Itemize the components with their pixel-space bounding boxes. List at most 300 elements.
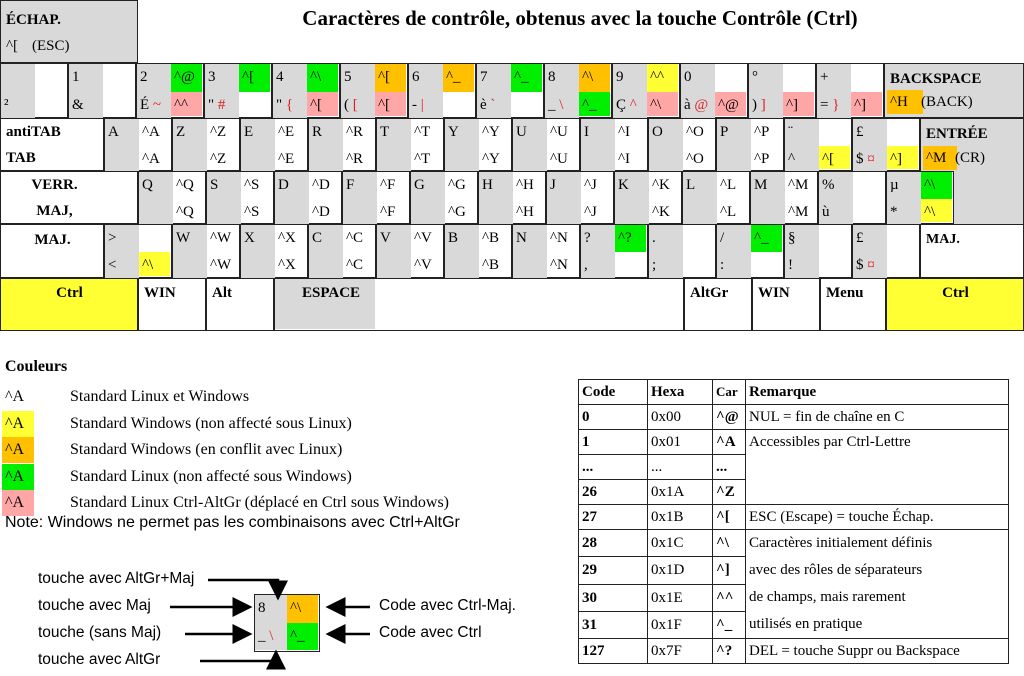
key-B[interactable] — [444, 224, 512, 278]
key-D[interactable] — [274, 171, 342, 224]
key-ctrl-code: ^Z — [207, 146, 238, 170]
key-§[interactable] — [784, 224, 852, 278]
key-base-char: & — [69, 92, 103, 120]
key-A[interactable] — [104, 118, 172, 171]
caps-lock-key[interactable] — [0, 171, 138, 224]
table-row — [579, 530, 1009, 557]
key-ctrl-shift-code: ^_ — [511, 64, 542, 92]
right-shift-label: MAJ. — [926, 232, 960, 247]
key-T[interactable] — [376, 118, 444, 171]
cell-code: 30 — [579, 584, 648, 611]
key-ctrl-shift-code — [851, 64, 882, 92]
escape-name: (ESC) — [32, 38, 70, 54]
cell-hexa: 0x1B — [648, 505, 713, 530]
cell-hexa: 0x1E — [648, 584, 713, 611]
key-base-char — [683, 199, 717, 226]
key-ctrl-shift-code: ^X — [275, 225, 306, 252]
cell-hexa: ... — [648, 455, 713, 480]
table-row — [579, 505, 1009, 530]
key-ctrl-shift-code: ^@ — [171, 64, 202, 92]
cell-hexa: 0x7F — [648, 639, 713, 664]
key-shift-char: N — [513, 225, 547, 252]
key-R[interactable] — [308, 118, 376, 171]
key-ctrl-code: ^[ — [307, 92, 338, 117]
key-ctrl-code: ^S — [241, 199, 272, 223]
caps-label-top: VERR. — [31, 177, 78, 193]
key-ctrl-shift-code: ^D — [309, 172, 340, 199]
key-base-char — [105, 146, 139, 173]
cell-hexa: 0x00 — [648, 405, 713, 430]
key-ctrl-shift-code — [139, 225, 170, 252]
key-base-char — [173, 252, 207, 279]
key-shift-char: Y — [445, 119, 479, 146]
key-shift-char: L — [683, 172, 717, 199]
key-altgr-char: ~ — [152, 96, 162, 113]
menu-label: Menu — [826, 285, 864, 301]
key-ctrl-shift-code — [103, 64, 134, 92]
key-altgr-char: ` — [490, 96, 496, 113]
key-base-char: ù — [819, 199, 853, 226]
key-ctrl-code — [239, 92, 270, 117]
key-ctrl-shift-code: ^\ — [579, 64, 610, 92]
remarque-line: Caractères initialement définis — [749, 535, 933, 551]
key-ctrl-code: ^P — [751, 146, 782, 170]
key-base-char — [377, 146, 411, 173]
cell-car: ^? — [713, 639, 746, 664]
key-ctrl-shift-code: ^P — [751, 119, 782, 146]
key-ctrl-code — [853, 199, 884, 223]
menu-key[interactable] — [820, 278, 886, 331]
key-base-char — [377, 252, 411, 279]
key-µ[interactable] — [886, 171, 954, 224]
key-9[interactable] — [612, 63, 680, 118]
key-base-char — [649, 146, 683, 173]
legend-text: Standard Linux (non affecté sous Windows) — [70, 467, 352, 485]
key-F[interactable] — [342, 171, 410, 224]
cell-hexa: 0x1A — [648, 480, 713, 505]
key-ctrl-shift-code: ^_ — [443, 64, 474, 92]
key-%[interactable] — [818, 171, 886, 224]
key-ctrl-code: ^J — [581, 199, 612, 223]
legend-swatch: ^A — [2, 437, 34, 463]
key-shift-char: £ — [853, 225, 887, 252]
key-base-char: É ~ — [137, 92, 171, 120]
cell-hexa: 0x1D — [648, 557, 713, 584]
key-ctrl-code: ^^ — [171, 92, 202, 117]
key-shift-char: J — [547, 172, 581, 199]
key-K[interactable] — [614, 171, 682, 224]
space-key[interactable] — [274, 278, 684, 331]
right-win-label: WIN — [758, 285, 790, 301]
key-ctrl-code: ^R — [343, 146, 374, 170]
key-shift-char: O — [649, 119, 683, 146]
tab-label: TAB — [6, 150, 36, 166]
key-ctrl-shift-code: ^[ — [375, 64, 406, 92]
key-ctrl-shift-code: ^B — [479, 225, 510, 252]
key-altgr-char: { — [285, 96, 294, 113]
key-shift-char: V — [377, 225, 411, 252]
key-base-char — [207, 199, 241, 226]
key-shift-char: 0 — [681, 64, 715, 92]
key-ctrl-shift-code: ^L — [717, 172, 748, 199]
key-ctrl-shift-code: ^C — [343, 225, 374, 252]
key-ctrl-shift-code: ^M — [785, 172, 816, 199]
key-W[interactable] — [172, 224, 240, 278]
key-shift-char: ¨ — [785, 119, 819, 146]
label-sans-maj: touche (sans Maj) — [38, 624, 162, 641]
label-ctrl: Code avec Ctrl — [379, 624, 482, 641]
remarque-line: avec des rôles de séparateurs — [749, 562, 923, 578]
key-shift-char: 2 — [137, 64, 171, 92]
key-altgr-char: ] — [760, 96, 766, 113]
key-shift-char: Z — [173, 119, 207, 146]
cell-car: ^A — [713, 430, 746, 455]
cell-car: ^^ — [713, 584, 746, 611]
legend-swatch: ^A — [2, 384, 34, 410]
cell-remarque: Accessibles par Ctrl-Lettre — [746, 430, 1009, 505]
key-base-char: ! — [785, 252, 819, 279]
key-1[interactable] — [68, 63, 136, 118]
cell-hexa: 0x1C — [648, 530, 713, 557]
key-2[interactable] — [136, 63, 204, 118]
key-L[interactable] — [682, 171, 750, 224]
left-win-key[interactable] — [138, 278, 206, 331]
key-ctrl-code: ^G — [445, 199, 476, 223]
cell-code: 27 — [579, 505, 648, 530]
key-5[interactable] — [340, 63, 408, 118]
key-ctrl-shift-code: ^W — [207, 225, 238, 252]
legend-swatch: ^A — [2, 490, 34, 516]
key-base-char — [513, 146, 547, 173]
key-ctrl-shift-code: ^Q — [173, 172, 204, 199]
key-ctrl-shift-code: ^[ — [239, 64, 270, 92]
cell-car: ^_ — [713, 611, 746, 638]
antitab-label: antiTAB — [6, 124, 61, 140]
key-shift-char: 7 — [477, 64, 511, 92]
left-win-label: WIN — [144, 285, 176, 301]
key-J[interactable] — [546, 171, 614, 224]
left-ctrl-key[interactable] — [0, 278, 138, 331]
key-altgr-char: } — [832, 96, 840, 113]
key-I[interactable] — [580, 118, 648, 171]
key-base-char: - | — [409, 92, 443, 120]
key-ctrl-code: ^] — [887, 146, 918, 170]
sample-tr: ^\ — [287, 595, 318, 623]
key-ctrl-shift-code — [715, 64, 746, 92]
key-shift-char: P — [717, 119, 751, 146]
key-ctrl-code — [819, 252, 850, 276]
key-shift-char: µ — [887, 172, 921, 199]
key-shift-char: S — [207, 172, 241, 199]
key-ctrl-code: ^E — [275, 146, 306, 170]
key-shift-char: K — [615, 172, 649, 199]
backspace-code: ^H — [887, 90, 923, 114]
key-shift-char: 5 — [341, 64, 375, 92]
key-ctrl-shift-code: ^I — [615, 119, 646, 146]
key-base-char — [513, 252, 547, 279]
key-ctrl-shift-code — [819, 225, 850, 252]
key-ctrl-code: ^O — [683, 146, 714, 170]
key-base-char: $ ¤ — [853, 252, 887, 279]
key-ctrl-code: ^] — [783, 92, 814, 117]
key-base-char: = } — [817, 92, 851, 120]
remarque-line: utilisés en pratique — [749, 616, 863, 632]
key-ctrl-code: ^\ — [921, 199, 952, 223]
cell-remarque: ESC (Escape) = touche Échap. — [746, 505, 1009, 530]
key-base-char: Ç ^ — [613, 92, 647, 120]
key-ctrl-code: ^[ — [375, 92, 406, 117]
key-6[interactable] — [408, 63, 476, 118]
key-base-char — [547, 199, 581, 226]
key-7[interactable] — [476, 63, 544, 118]
key-ctrl-shift-code: ^^ — [647, 64, 678, 92]
key-base-char: * — [887, 199, 921, 226]
key-ctrl-shift-code — [783, 64, 814, 92]
key-ctrl-shift-code: ^S — [241, 172, 272, 199]
key-3[interactable] — [204, 63, 272, 118]
enter-code: ^M — [923, 146, 957, 170]
key-shift-char: G — [411, 172, 445, 199]
key-ctrl-shift-code — [853, 172, 884, 199]
key-ctrl-shift-code: ^G — [445, 172, 476, 199]
sample-br: ^_ — [287, 623, 318, 650]
header-car: Car — [713, 380, 746, 405]
escape-label: ÉCHAP. — [6, 12, 61, 28]
key-¨[interactable] — [784, 118, 852, 171]
cell-code: 1 — [579, 430, 648, 455]
key-shift-char: U — [513, 119, 547, 146]
key-base-char — [309, 146, 343, 173]
caps-label-bottom: MAJ, — [36, 203, 73, 219]
key-0[interactable] — [680, 63, 748, 118]
cell-car: ^\ — [713, 530, 746, 557]
key-ctrl-shift-code: ^T — [411, 119, 442, 146]
right-win-key[interactable] — [752, 278, 820, 331]
key-base-char — [445, 252, 479, 279]
header-code: Code — [579, 380, 648, 405]
right-ctrl-label: Ctrl — [942, 285, 969, 301]
key-shift-char: ° — [749, 64, 783, 92]
key-ctrl-code: ^@ — [715, 92, 746, 117]
key-S[interactable] — [206, 171, 274, 224]
key-ctrl-shift-code: ^U — [547, 119, 578, 146]
key-shift-char: H — [479, 172, 513, 199]
key-base-char: ; — [649, 252, 683, 279]
key-shift-char: Q — [139, 172, 173, 199]
backspace-key[interactable] — [884, 63, 1024, 118]
key-shift-char: C — [309, 225, 343, 252]
key-base-char — [241, 252, 275, 279]
key-M[interactable] — [750, 171, 818, 224]
key-shift-char: T — [377, 119, 411, 146]
key-X[interactable] — [240, 224, 308, 278]
key-4[interactable] — [272, 63, 340, 118]
key-ctrl-code: ^Y — [479, 146, 510, 170]
key-shift-char: W — [173, 225, 207, 252]
header-remarque: Remarque — [746, 380, 1009, 405]
key-O[interactable] — [648, 118, 716, 171]
cell-code: ... — [579, 455, 648, 480]
escape-key[interactable] — [0, 0, 138, 63]
cell-code: 28 — [579, 530, 648, 557]
right-ctrl-key[interactable] — [886, 278, 1024, 331]
key-ctrl-code: ^C — [343, 252, 374, 276]
key-base-char — [241, 146, 275, 173]
header-hexa: Hexa — [648, 380, 713, 405]
legend-swatch: ^A — [2, 464, 34, 490]
legend-text: Standard Linux Ctrl-AltGr (déplacé en Ctrl sous Windows) — [70, 494, 449, 511]
key-ctrl-code: ^A — [139, 146, 170, 170]
key-shift-char: I — [581, 119, 615, 146]
cell-car: ... — [713, 455, 746, 480]
code-table — [578, 379, 1009, 664]
cell-hexa: 0x01 — [648, 430, 713, 455]
key-Z[interactable] — [172, 118, 240, 171]
page-title: Caractères de contrôle, obtenus avec la touche Contrôle (Ctrl) — [302, 6, 858, 30]
key-8[interactable] — [544, 63, 612, 118]
cell-car: ^@ — [713, 405, 746, 430]
cell-hexa: 0x1F — [648, 611, 713, 638]
key-shift-char: R — [309, 119, 343, 146]
key-ctrl-shift-code: ^V — [411, 225, 442, 252]
left-ctrl-label: Ctrl — [56, 285, 83, 301]
key-P[interactable] — [716, 118, 784, 171]
key-ctrl-code: ^M — [785, 199, 816, 223]
key-ctrl-shift-code: ^J — [581, 172, 612, 199]
key-H[interactable] — [478, 171, 546, 224]
key-Q[interactable] — [138, 171, 206, 224]
key-E[interactable] — [240, 118, 308, 171]
key-°[interactable] — [748, 63, 816, 118]
alt-key[interactable] — [206, 278, 274, 331]
key-altgr-char: | — [420, 96, 424, 113]
key-ctrl-shift-code: ^A — [139, 119, 170, 146]
cell-code: 26 — [579, 480, 648, 505]
legend-text: Standard Linux et Windows — [70, 388, 250, 405]
key-shift-char: % — [819, 172, 853, 199]
key-altgr-char: ^ — [629, 96, 637, 113]
key-ctrl-shift-code — [683, 225, 714, 252]
key-shift-char: D — [275, 172, 309, 199]
key-base-char: _ \ — [545, 92, 579, 120]
key-ctrl-code: ^D — [309, 199, 340, 223]
tab-key[interactable] — [0, 118, 104, 171]
table-row — [579, 405, 1009, 430]
cell-car: ^] — [713, 557, 746, 584]
key-ctrl-code: ^Q — [173, 199, 204, 223]
key-ctrl-code: ^L — [717, 199, 748, 223]
altgr-label: AltGr — [690, 285, 729, 301]
legend-swatch: ^A — [2, 411, 34, 437]
key-base-char — [717, 146, 751, 173]
key-ctrl-shift-code: ^H — [513, 172, 544, 199]
cell-code: 31 — [579, 611, 648, 638]
key-G[interactable] — [410, 171, 478, 224]
label-altgr: touche avec AltGr — [38, 651, 161, 668]
key-ctrl-code — [103, 92, 134, 117]
key-ctrl-code: ^[ — [819, 146, 850, 170]
table-header — [579, 380, 1009, 405]
enter-label: ENTRÉE — [926, 126, 988, 142]
key-ctrl-code — [751, 252, 782, 276]
key-ctrl-shift-code: ^Y — [479, 119, 510, 146]
key-base-char — [615, 199, 649, 226]
sample-bl: _ \ — [255, 623, 287, 650]
key-.[interactable] — [648, 224, 716, 278]
enter-name: (CR) — [955, 150, 985, 166]
left-shift-key[interactable] — [0, 224, 104, 278]
key-shift-char: + — [817, 64, 851, 92]
key-shift-char: £ — [853, 119, 887, 146]
key-V[interactable] — [376, 224, 444, 278]
key-+[interactable] — [816, 63, 884, 118]
backspace-label: BACKSPACE — [890, 71, 982, 87]
key-ctrl-code: ^W — [207, 252, 238, 276]
key-?[interactable] — [580, 224, 648, 278]
backspace-name: (BACK) — [921, 94, 973, 110]
key-ctrl-code — [35, 92, 66, 117]
key-U[interactable] — [512, 118, 580, 171]
explainer-arrows — [0, 560, 380, 676]
cell-remarque: DEL = touche Suppr ou Backspace — [746, 639, 1009, 664]
key-£[interactable] — [852, 118, 920, 171]
escape-code: ^[ — [6, 38, 19, 54]
table-row — [579, 430, 1009, 455]
key-shift-char: > — [105, 225, 139, 252]
left-shift-label: MAJ. — [34, 232, 71, 248]
key-Y[interactable] — [444, 118, 512, 171]
key-ctrl-code — [683, 252, 714, 276]
key-ctrl-shift-code: ^R — [343, 119, 374, 146]
key-ctrl-code — [443, 92, 474, 117]
key-/[interactable] — [716, 224, 784, 278]
key-altgr-char: \ — [559, 96, 564, 113]
label-altgr-maj: touche avec AltGr+Maj — [38, 570, 195, 587]
key-C[interactable] — [308, 224, 376, 278]
cell-car: ^[ — [713, 505, 746, 530]
key-ctrl-code: ^H — [513, 199, 544, 223]
key-²[interactable] — [0, 63, 68, 118]
key-base-char: à @ — [681, 92, 715, 120]
key-ctrl-code: ^V — [411, 252, 442, 276]
key->[interactable] — [104, 224, 172, 278]
key-ctrl-shift-code: ^F — [377, 172, 408, 199]
key-ctrl-code: ^I — [615, 146, 646, 170]
key-ctrl-shift-code: ^\ — [307, 64, 338, 92]
cell-code: 0 — [579, 405, 648, 430]
key-ctrl-code: ^K — [649, 199, 680, 223]
key-shift-char: 3 — [205, 64, 239, 92]
key-ctrl-shift-code: ^N — [547, 225, 578, 252]
key-base-char — [275, 199, 309, 226]
key-ctrl-code — [887, 252, 918, 276]
key-shift-char: X — [241, 225, 275, 252]
altgr-key[interactable] — [684, 278, 752, 331]
key-£[interactable] — [852, 224, 920, 278]
key-N[interactable] — [512, 224, 580, 278]
key-ctrl-shift-code: ^K — [649, 172, 680, 199]
key-ctrl-code — [615, 252, 646, 276]
right-shift-key[interactable] — [920, 224, 1024, 278]
alt-label: Alt — [212, 285, 232, 301]
key-base-char — [445, 146, 479, 173]
legend-text: Standard Windows (en conflit avec Linux) — [70, 441, 343, 458]
key-shift-char: ? — [581, 225, 615, 252]
key-base-char: , — [581, 252, 615, 279]
label-ctrl-maj: Code avec Ctrl-Maj. — [379, 597, 516, 614]
key-base-char: ^ — [785, 146, 819, 173]
key-ctrl-shift-code: ^\ — [921, 172, 952, 199]
